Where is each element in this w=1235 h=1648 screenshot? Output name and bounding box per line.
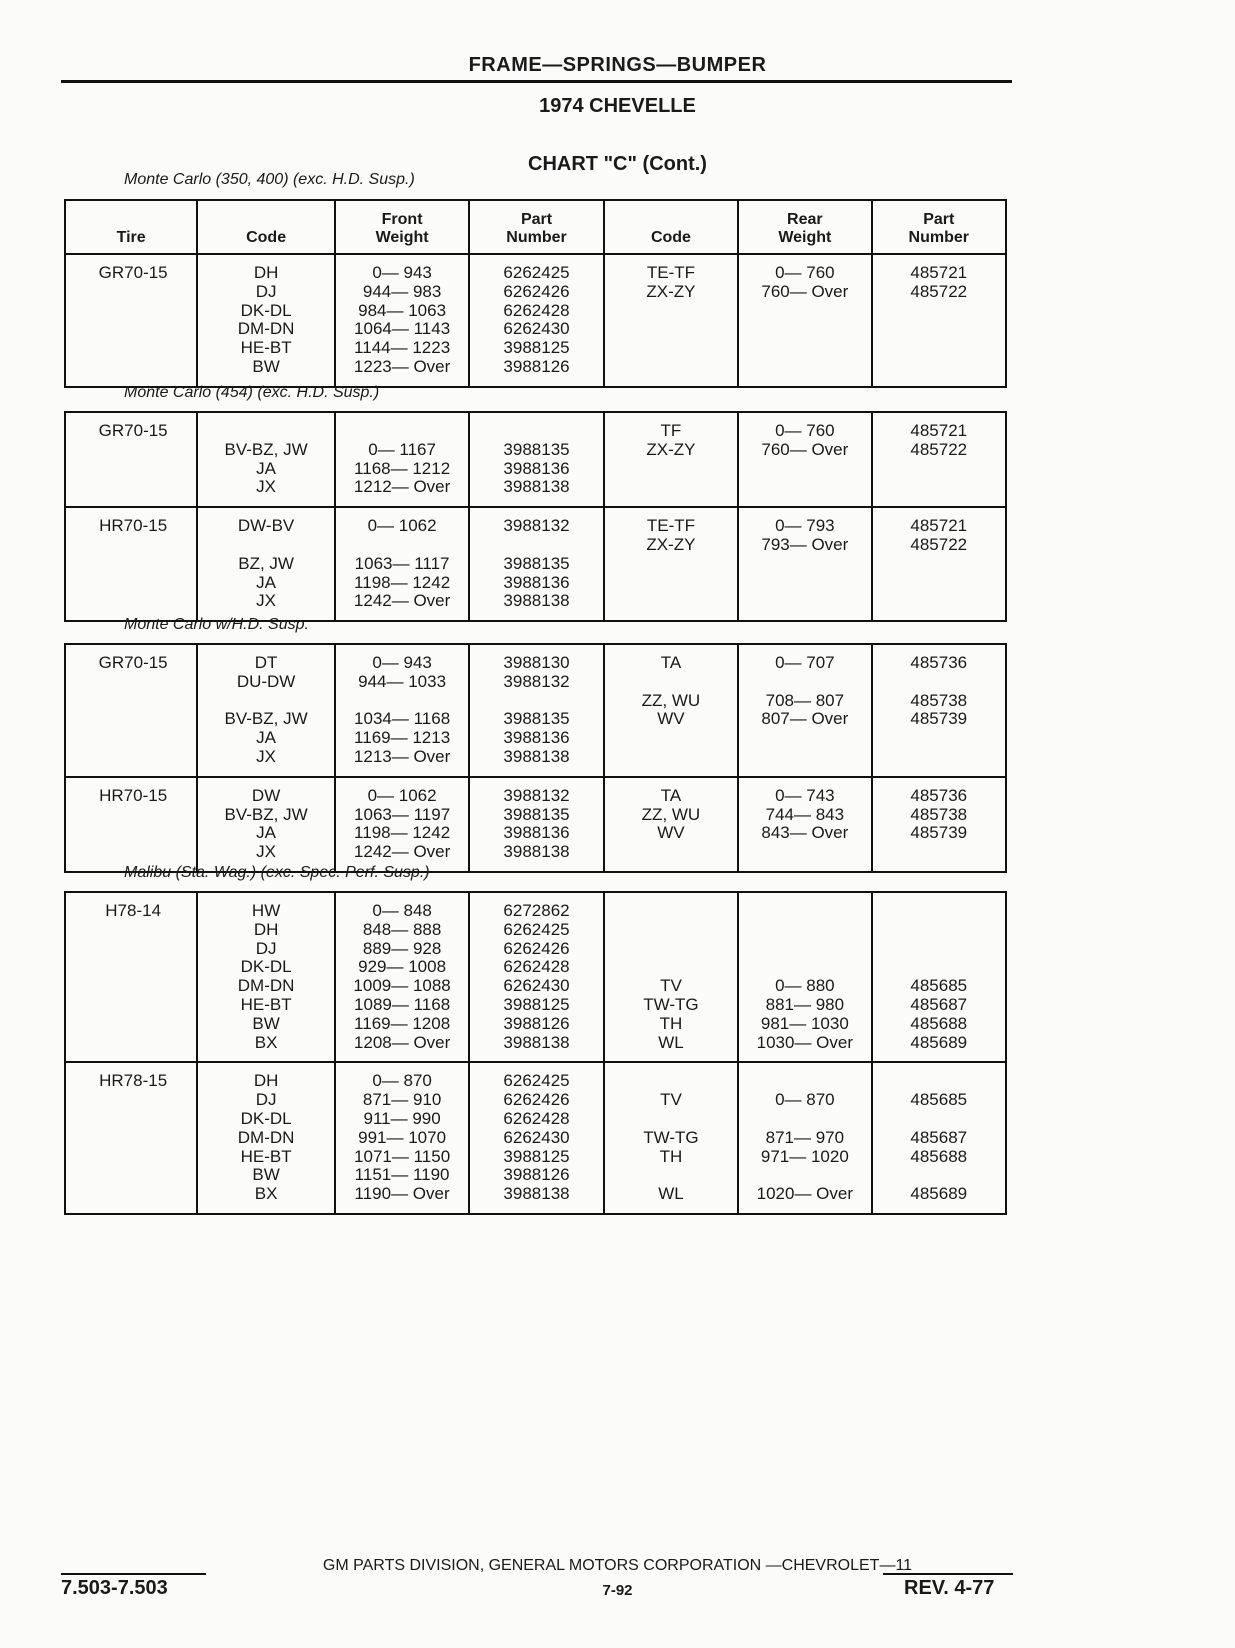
front-code-cell: DW BV-BZ, JW JA JX	[197, 777, 335, 872]
front-code-cell: DH DJ DK-DL DM-DN HE-BT BW BX	[197, 1062, 335, 1214]
tire-cell: HR70-15	[65, 777, 197, 872]
section-label-monte-carlo-hd: Monte Carlo w/H.D. Susp.	[124, 616, 309, 633]
tire-cell: GR70-15	[65, 644, 197, 777]
front-part-cell: 6272862 6262425 6262426 6262428 6262430 3988125 3988126 3988138	[469, 892, 603, 1062]
rear-code-cell: TA ZZ, WU WV	[604, 644, 738, 777]
col-header-rear-weight: Rear Weight	[738, 200, 871, 254]
chart-title: CHART "C" (Cont.)	[528, 153, 707, 175]
footer-page-number: 7-92	[602, 1582, 633, 1599]
footer-section-number: 7.503-7.503	[61, 1577, 168, 1599]
rear-weight-cell: 0— 707 708— 807 807— Over	[738, 644, 871, 777]
table-row	[65, 644, 1006, 777]
front-code-cell: DT DU-DW BV-BZ, JW JA JX	[197, 644, 335, 777]
section-label-malibu-sta-wag: Malibu (Sta. Wag.) (exc. Spec. Perf. Susp.)	[124, 864, 430, 881]
table-row	[65, 1062, 1006, 1214]
rear-code-cell: TV TW-TG TH WL	[604, 892, 738, 1062]
col-header-rear-code: Code	[604, 200, 738, 254]
rear-part-cell: 485685 485687 485688 485689	[872, 892, 1006, 1062]
rear-weight-cell: 0— 870 871— 970 971— 1020 1020— Over	[738, 1062, 871, 1214]
parts-table-section-4	[64, 891, 1007, 1215]
table-row	[65, 412, 1006, 507]
tire-cell: GR70-15	[65, 254, 197, 387]
col-header-front-weight: Front Weight	[335, 200, 469, 254]
rear-weight-cell: 0— 793 793— Over	[738, 507, 871, 621]
rear-part-cell: 485721 485722	[872, 412, 1006, 507]
front-code-cell: DW-BV BZ, JW JA JX	[197, 507, 335, 621]
parts-table-section-1	[64, 199, 1007, 388]
col-header-front-part-number: Part Number	[469, 200, 603, 254]
footer-corporation: GM PARTS DIVISION, GENERAL MOTORS CORPORATION —CHEVROLET—11	[322, 1557, 913, 1574]
page-subtitle: 1974 CHEVELLE	[539, 95, 696, 117]
tire-cell: GR70-15	[65, 412, 197, 507]
col-header-tire: Tire	[65, 200, 197, 254]
front-weight-cell: 0— 1062 1063— 1197 1198— 1242 1242— Over	[335, 777, 469, 872]
tire-cell: H78-14	[65, 892, 197, 1062]
front-code-cell: HW DH DJ DK-DL DM-DN HE-BT BW BX	[197, 892, 335, 1062]
front-weight-cell: 0— 1167 1168— 1212 1212— Over	[335, 412, 469, 507]
rear-part-cell: 485721 485722	[872, 507, 1006, 621]
front-weight-cell: 0— 870 871— 910 911— 990 991— 1070 1071— 1150 1151— 1190 1190— Over	[335, 1062, 469, 1214]
rear-weight-cell: 0— 880 881— 980 981— 1030 1030— Over	[738, 892, 871, 1062]
parts-table-section-3	[64, 643, 1007, 873]
rear-weight-cell: 0— 743 744— 843 843— Over	[738, 777, 871, 872]
front-part-cell: 6262425 6262426 6262428 6262430 3988125 3988126	[469, 254, 603, 387]
front-weight-cell: 0— 848 848— 888 889— 928 929— 1008 1009— 1088 1089— 1168 1169— 1208 1208— Over	[335, 892, 469, 1062]
table-row	[65, 777, 1006, 872]
table-row	[65, 254, 1006, 387]
parts-table-section-2	[64, 411, 1007, 622]
front-code-cell: BV-BZ, JW JA JX	[197, 412, 335, 507]
front-weight-cell: 0— 943 944— 1033 1034— 1168 1169— 1213 1213— Over	[335, 644, 469, 777]
rear-part-cell: 485685 485687 485688 485689	[872, 1062, 1006, 1214]
rear-weight-cell: 0— 760 760— Over	[738, 254, 871, 387]
page-header-title: FRAME—SPRINGS—BUMPER	[468, 54, 767, 76]
tire-cell: HR78-15	[65, 1062, 197, 1214]
rear-code-cell: TE-TF ZX-ZY	[604, 507, 738, 621]
front-weight-cell: 0— 943 944— 983 984— 1063 1064— 1143 1144— 1223 1223— Over	[335, 254, 469, 387]
front-part-cell: 6262425 6262426 6262428 6262430 3988125 3988126 3988138	[469, 1062, 603, 1214]
col-header-front-code: Code	[197, 200, 335, 254]
rear-part-cell: 485736 485738 485739	[872, 777, 1006, 872]
front-code-cell: DH DJ DK-DL DM-DN HE-BT BW	[197, 254, 335, 387]
rear-code-cell: TV TW-TG TH WL	[604, 1062, 738, 1214]
front-part-cell: 3988132 3988135 3988136 3988138	[469, 507, 603, 621]
col-header-rear-part-number: Part Number	[872, 200, 1006, 254]
footer-revision: REV. 4-77	[904, 1577, 995, 1599]
section-label-monte-carlo-350-400: Monte Carlo (350, 400) (exc. H.D. Susp.)	[124, 171, 415, 188]
section-label-monte-carlo-454: Monte Carlo (454) (exc. H.D. Susp.)	[124, 384, 380, 401]
front-weight-cell: 0— 1062 1063— 1117 1198— 1242 1242— Over	[335, 507, 469, 621]
table-row	[65, 507, 1006, 621]
table-row	[65, 892, 1006, 1062]
rear-part-cell: 485736 485738 485739	[872, 644, 1006, 777]
front-part-cell: 3988135 3988136 3988138	[469, 412, 603, 507]
rear-code-cell: TA ZZ, WU WV	[604, 777, 738, 872]
tire-cell: HR70-15	[65, 507, 197, 621]
rear-part-cell: 485721 485722	[872, 254, 1006, 387]
table-header-row	[65, 200, 1006, 254]
front-part-cell: 3988130 3988132 3988135 3988136 3988138	[469, 644, 603, 777]
front-part-cell: 3988132 3988135 3988136 3988138	[469, 777, 603, 872]
rear-code-cell: TF ZX-ZY	[604, 412, 738, 507]
rear-code-cell: TE-TF ZX-ZY	[604, 254, 738, 387]
header-rule	[61, 80, 1012, 83]
rear-weight-cell: 0— 760 760— Over	[738, 412, 871, 507]
